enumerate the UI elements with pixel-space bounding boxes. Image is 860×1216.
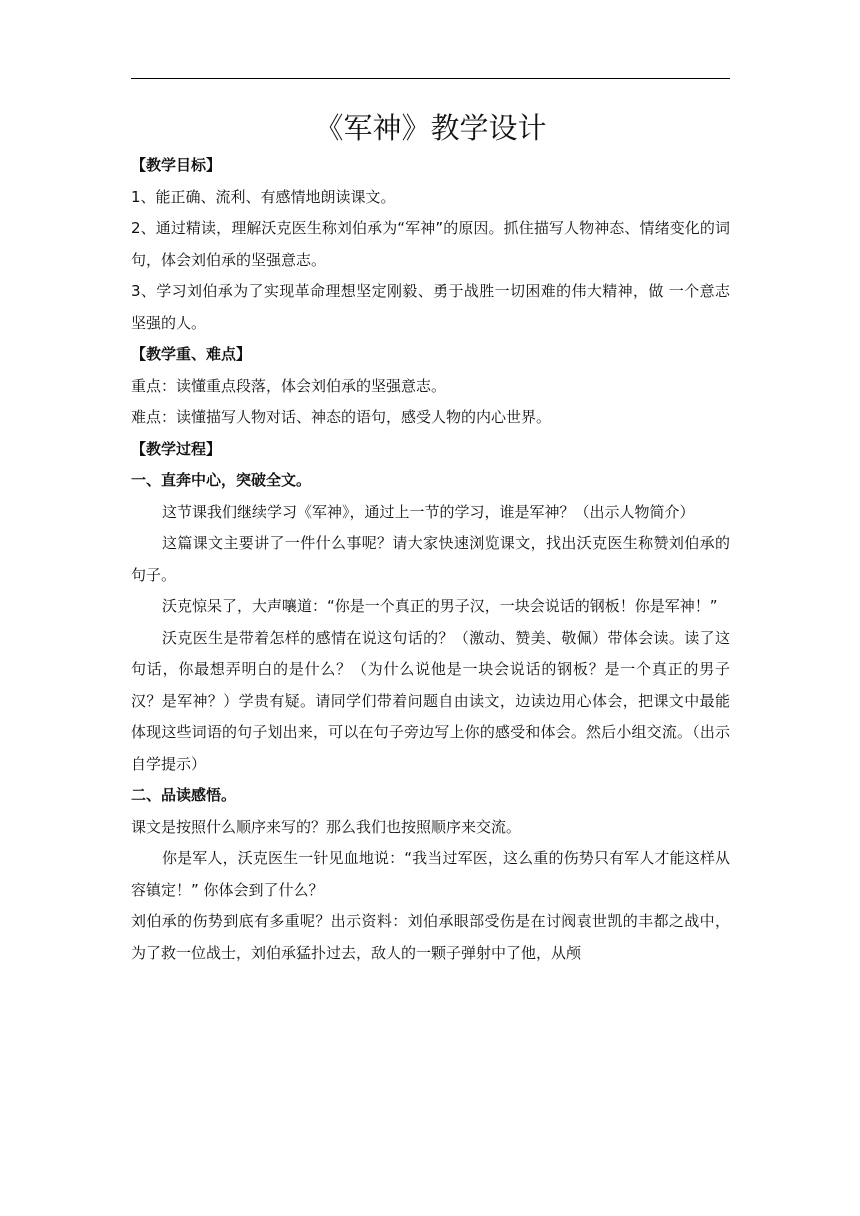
- step2-heading: 二、品读感悟。: [131, 786, 237, 804]
- objective-item-3: 3、学习刘伯承为了实现革命理想坚定刚毅、勇于战胜一切困难的伟大精神，做 一个意志坚强的人。: [131, 282, 730, 332]
- key-points-heading: 【教学重、难点】: [131, 345, 252, 363]
- step1-paragraph-1: 这节课我们继续学习《军神》，通过上一节的学习，谁是军神？（出示人物简介）: [162, 502, 695, 521]
- document-body: [131, 150, 730, 969]
- step1-paragraph-4: 沃克医生是带着怎样的感情在说这句话的？（激动、赞美、敬佩）带体会读。读了这句话，你最想弄明白的是什么？（为什么说他是一块会说话的钢板？是一个真正的男子汉？是军神？）学贵有疑。请同学们带着问题自由读文，边读边用心体会，把课文中最能体现这些词语的句子划出来，可以在句子旁边写上你的感受和体会。然后小组交流。（出示自学提示）: [131, 628, 730, 773]
- document-page: [131, 0, 730, 1216]
- step2-material: 刘伯承的伤势到底有多重呢？出示资料：刘伯承眼部受伤是在讨阀袁世凯的丰都之战中，为了救一位战士，刘伯承猛扑过去，敌人的一颗子弹射中了他，从颅: [131, 912, 730, 962]
- key-point-difficulty: 难点：读懂描写人物对话、神态的语句，感受人物的内心世界。: [131, 408, 552, 426]
- document-title: 《军神》教学设计: [314, 111, 547, 145]
- key-point-focus: 重点：读懂重点段落，体会刘伯承的坚强意志。: [131, 376, 447, 395]
- step2-intro: 课文是按照什么顺序来写的？那么我们也按照顺序来交流。: [131, 817, 522, 836]
- objective-item-1: 1、能正确、流利、有感情地朗读课文。: [131, 187, 396, 206]
- header-rule: [131, 78, 730, 79]
- objectives-heading: 【教学目标】: [131, 156, 222, 174]
- step1-heading: 一、直奔中心，突破全文。: [131, 471, 312, 489]
- objective-item-2: 2、通过精读，理解沃克医生称刘伯承为“军神”的原因。抓住描写人物神态、情绪变化的词句，体会刘伯承的坚强意志。: [131, 219, 730, 269]
- step1-paragraph-2: 这篇课文主要讲了一件什么事呢？请大家快速浏览课文，找出沃克医生称赞刘伯承的句子。: [131, 534, 730, 584]
- step2-quote: 你是军人，沃克医生一针见血地说：“我当过军医，这么重的伤势只有军人才能这样从容镇定！” 你体会到了什么？: [131, 849, 730, 899]
- step1-paragraph-3: 沃克惊呆了，大声嚷道：“你是一个真正的男子汉，一块会说话的钢板！你是军神！”: [162, 597, 718, 615]
- process-heading: 【教学过程】: [131, 439, 222, 458]
